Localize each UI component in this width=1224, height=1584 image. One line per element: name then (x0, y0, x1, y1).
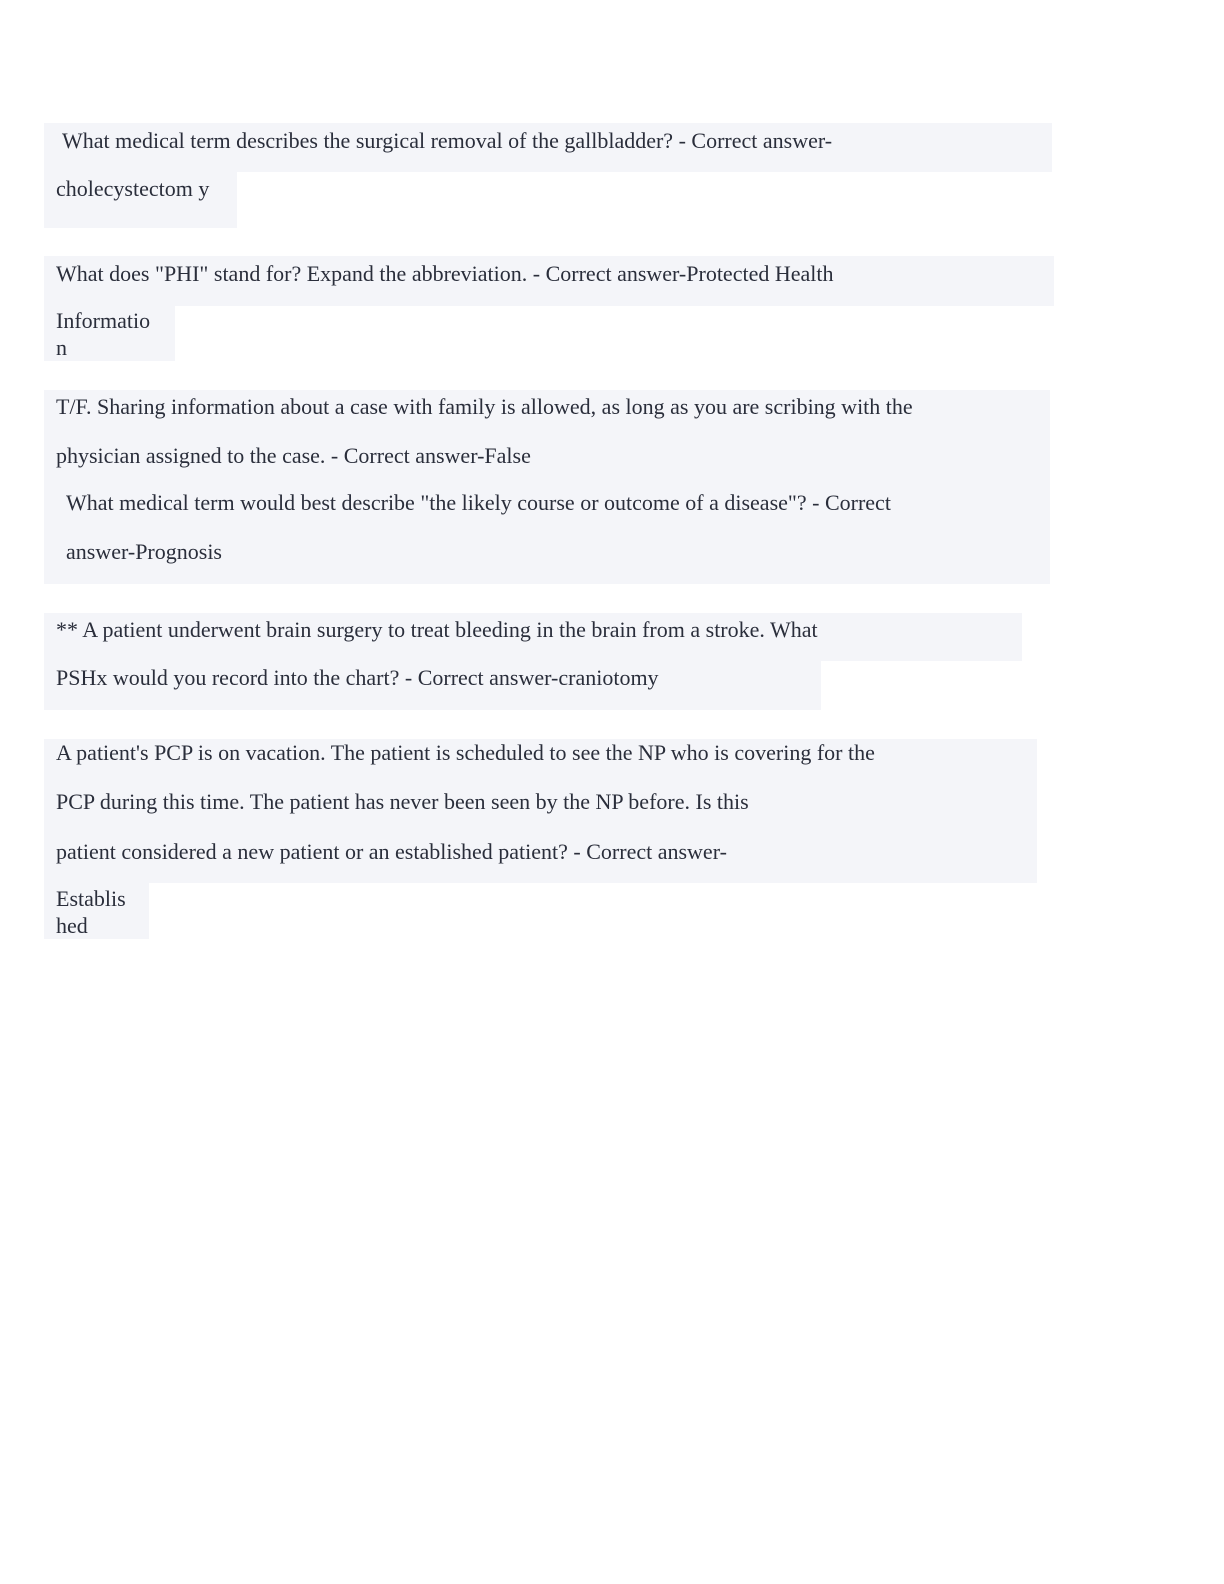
card-2-question-line-1: What does "PHI" stand for? Expand the abbreviation. - Correct answer-Protected Health (56, 261, 834, 286)
card-5-question-line-2: PCP during this time. The patient has never been seen by the NP before. Is this (56, 789, 749, 814)
card-2-answer-line-1: Informatio (56, 308, 151, 333)
card-2-answer-line-2: n (56, 335, 67, 360)
card-5-question-line-3: patient considered a new patient or an established patient? - Correct answer- (56, 839, 727, 864)
card-5-question-line-1: A patient's PCP is on vacation. The patient is scheduled to see the NP who is covering for the (56, 740, 875, 765)
card-4-question-line-1: ** A patient underwent brain surgery to treat bleeding in the brain from a stroke. What (56, 617, 818, 642)
card-1-answer-line: cholecystectom y (56, 176, 210, 201)
card-4-question-line-2: PSHx would you record into the chart? - Correct answer-craniotomy (56, 665, 659, 690)
card-5-answer-line-2: hed (56, 913, 88, 938)
card-3-question-line-1: T/F. Sharing information about a case with family is allowed, as long as you are scribing with the (56, 394, 913, 419)
card-3-question-line-2: physician assigned to the case. - Correct answer-False (56, 443, 531, 468)
card-5-answer-line-1: Establis (56, 886, 126, 911)
card-3-question-2-line-1: What medical term would best describe "the likely course or outcome of a disease"? - Correct (66, 490, 891, 515)
card-3-question-2-line-2: answer-Prognosis (66, 539, 222, 564)
card-1-question-line-1: What medical term describes the surgical removal of the gallbladder? - Correct answer- (62, 128, 833, 153)
